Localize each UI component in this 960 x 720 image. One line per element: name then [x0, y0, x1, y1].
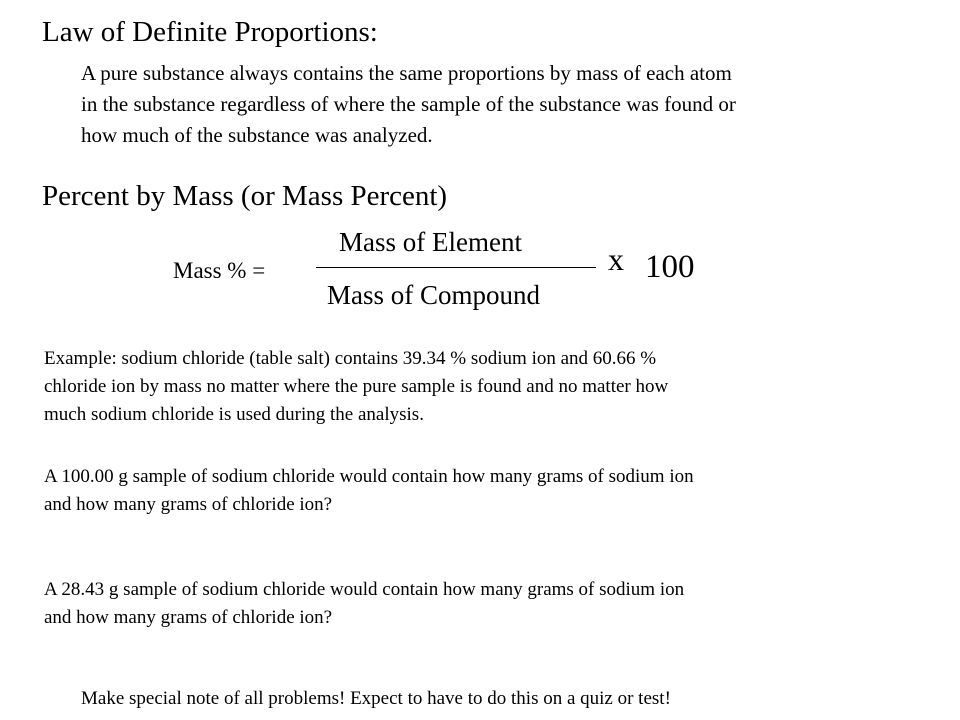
example-line: chloride ion by mass no matter where the pure sample is found and no matter how [44, 376, 669, 397]
question-1 [44, 463, 694, 519]
question-line: A 28.43 g sample of sodium chloride would contain how many grams of sodium ion [44, 579, 685, 600]
formula-numerator: Mass of Element [339, 227, 522, 257]
special-note: Make special note of all problems! Expect to have to do this on a quiz or test! [81, 688, 671, 709]
law-definition-line: how much of the substance was analyzed. [81, 123, 433, 147]
fraction-bar [316, 267, 596, 268]
law-title: Law of Definite Proportions: [42, 16, 378, 48]
question-line: and how many grams of chloride ion? [44, 607, 333, 628]
example-line: much sodium chloride is used during the analysis. [44, 404, 424, 425]
law-definition [81, 58, 736, 151]
formula-lhs: Mass % = [173, 258, 266, 283]
example-paragraph [44, 345, 668, 429]
formula-times: x [608, 241, 624, 277]
formula-denominator: Mass of Compound [327, 280, 541, 310]
percent-title: Percent by Mass (or Mass Percent) [42, 180, 448, 212]
law-definition-line: A pure substance always contains the same proportions by mass of each atom [81, 61, 732, 85]
example-line: Example: sodium chloride (table salt) contains 39.34 % sodium ion and 60.66 % [44, 348, 657, 369]
question-2 [44, 576, 684, 632]
formula-factor: 100 [645, 249, 695, 285]
question-line: A 100.00 g sample of sodium chloride would contain how many grams of sodium ion [44, 466, 694, 487]
question-line: and how many grams of chloride ion? [44, 494, 333, 515]
law-definition-line: in the substance regardless of where the sample of the substance was found or [81, 92, 736, 116]
